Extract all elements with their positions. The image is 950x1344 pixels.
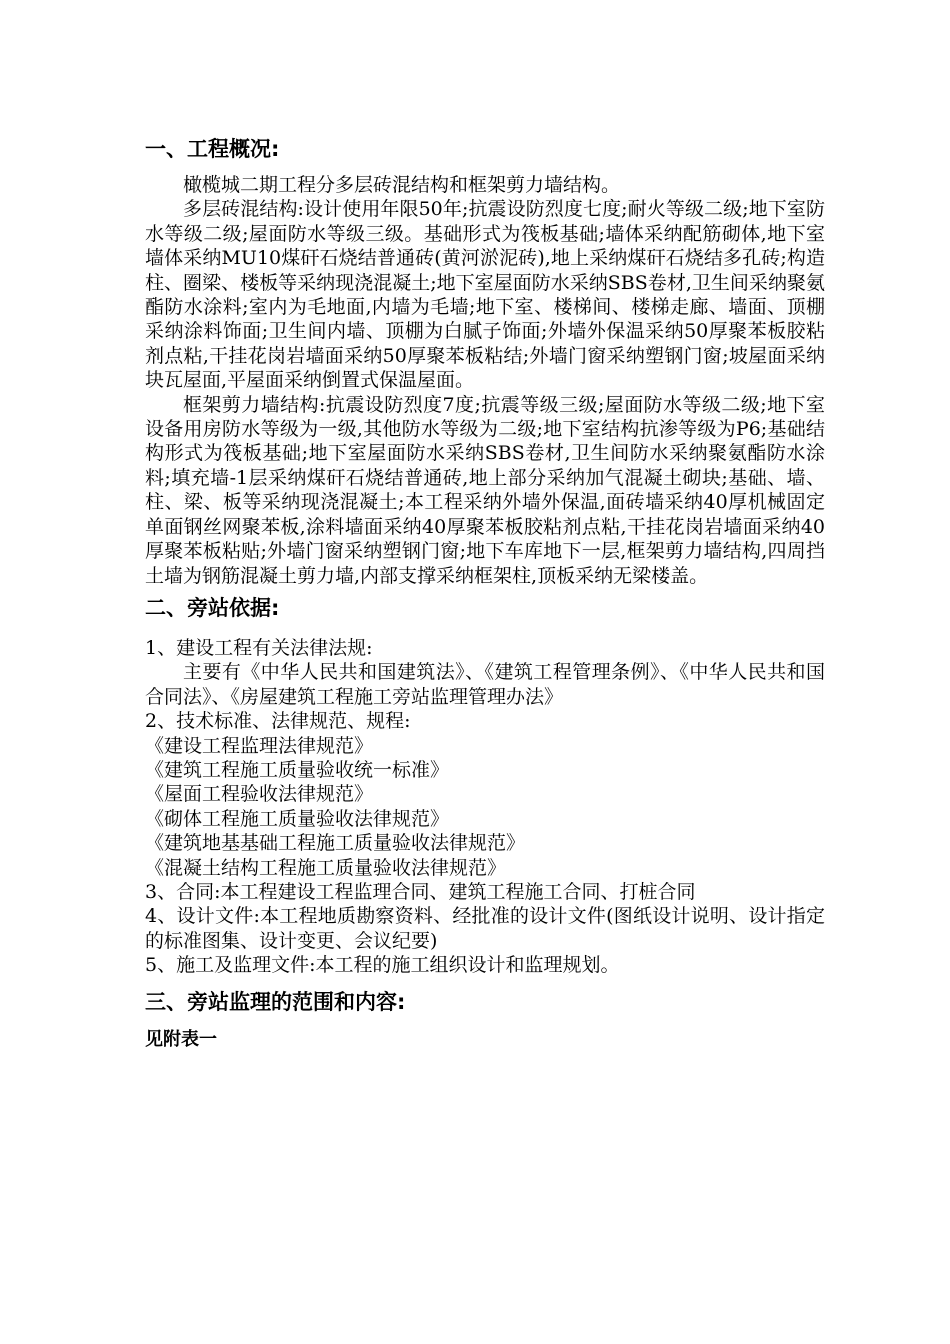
basis-item-4: 4、设计文件:本工程地质勘察资料、经批准的设计文件(图纸设计说明、设计指定的标准图集、设计变更、会议纪要) (145, 905, 825, 952)
overview-paragraph-3: 框架剪力墙结构:抗震设防烈度7度;抗震等级三级;屋面防水等级二级;地下室设备用房防水等级为一级,其他防水等级为二级;地下室结构抗渗等级为P6;基础结构形式为筏板基础;地下室屋面防水采纳SBS卷材,卫生间防水采纳聚氨酯防水涂料;填充墙-1层采纳煤矸石烧结普通砖,地上部分采纳加气混凝土砌块;基础、墙、柱、梁、板等采纳现浇混凝土;本工程采纳外墙外保温,面砖墙采纳40厚机械固定单面钢丝网聚苯板,涂料墙面采纳40厚聚苯板胶粘剂点粘,干挂花岗岩墙面采纳40厚聚苯板粘贴;外墙门窗采纳塑钢门窗;地下车库地下一层,框架剪力墙结构,四周挡土墙为钢筋混凝土剪力墙,内部支撑采纳框架柱,顶板采纳无梁楼盖。 (145, 393, 825, 587)
standard-item: 《屋面工程验收法律规范》 (145, 783, 374, 806)
standard-item: 《建筑工程施工质量验收统一标准》 (145, 758, 450, 781)
overview-paragraph-1: 橄榄城二期工程分多层砖混结构和框架剪力墙结构。 (183, 174, 621, 196)
basis-item-5: 5、施工及监理文件:本工程的施工组织设计和监理规划。 (145, 954, 620, 977)
section-heading-scope: 三、旁站监理的范围和内容: (145, 989, 406, 1014)
standard-item: 《建设工程监理法律规范》 (145, 734, 374, 757)
standard-item: 《建筑地基基础工程施工质量验收法律规范》 (145, 832, 526, 855)
basis-item-1-body: 主要有《中华人民共和国建筑法》、《建筑工程管理条例》、《中华人民共和国合同法》、《房屋建筑工程施工旁站监理管理办法》 (145, 661, 825, 708)
section-heading-overview: 一、工程概况: (145, 137, 280, 161)
document-page (145, 135, 825, 1052)
basis-item-3: 3、合同:本工程建设工程监理合同、建筑工程施工合同、打桩合同 (145, 880, 696, 903)
overview-paragraph-2: 多层砖混结构:设计使用年限50年;抗震设防烈度七度;耐火等级二级;地下室防水等级二级;屋面防水等级三级。基础形式为筏板基础;墙体采纳配筋砌体,地下室墙体采纳MU10煤矸石烧结普通砖(黄河淤泥砖),地上采纳煤矸石烧结多孔砖;构造柱、圈梁、楼板等采纳现浇混凝土;地下室屋面防水采纳SBS卷材,卫生间采纳聚氨酯防水涂料;室内为毛地面,内墙为毛墙;地下室、楼梯间、楼梯走廊、墙面、顶棚采纳涂料饰面;卫生间内墙、顶棚为白腻子饰面;外墙外保温采纳50厚聚苯板胶粘剂点粘,干挂花岗岩墙面采纳50厚聚苯板粘结;外墙门窗采纳塑钢门窗;坡屋面采纳块瓦屋面,平屋面采纳倒置式保温屋面。 (145, 198, 825, 392)
basis-item-2-title: 2、技术标准、法律规范、规程: (145, 710, 411, 733)
standard-item: 《混凝土结构工程施工质量验收法律规范》 (145, 856, 507, 879)
standard-item: 《砌体工程施工质量验收法律规范》 (145, 807, 450, 830)
basis-item-1-title: 1、建设工程有关法律法规: (145, 636, 373, 659)
scope-note: 见附表一 (145, 1028, 217, 1050)
section-heading-basis: 二、旁站依据: (145, 595, 280, 620)
